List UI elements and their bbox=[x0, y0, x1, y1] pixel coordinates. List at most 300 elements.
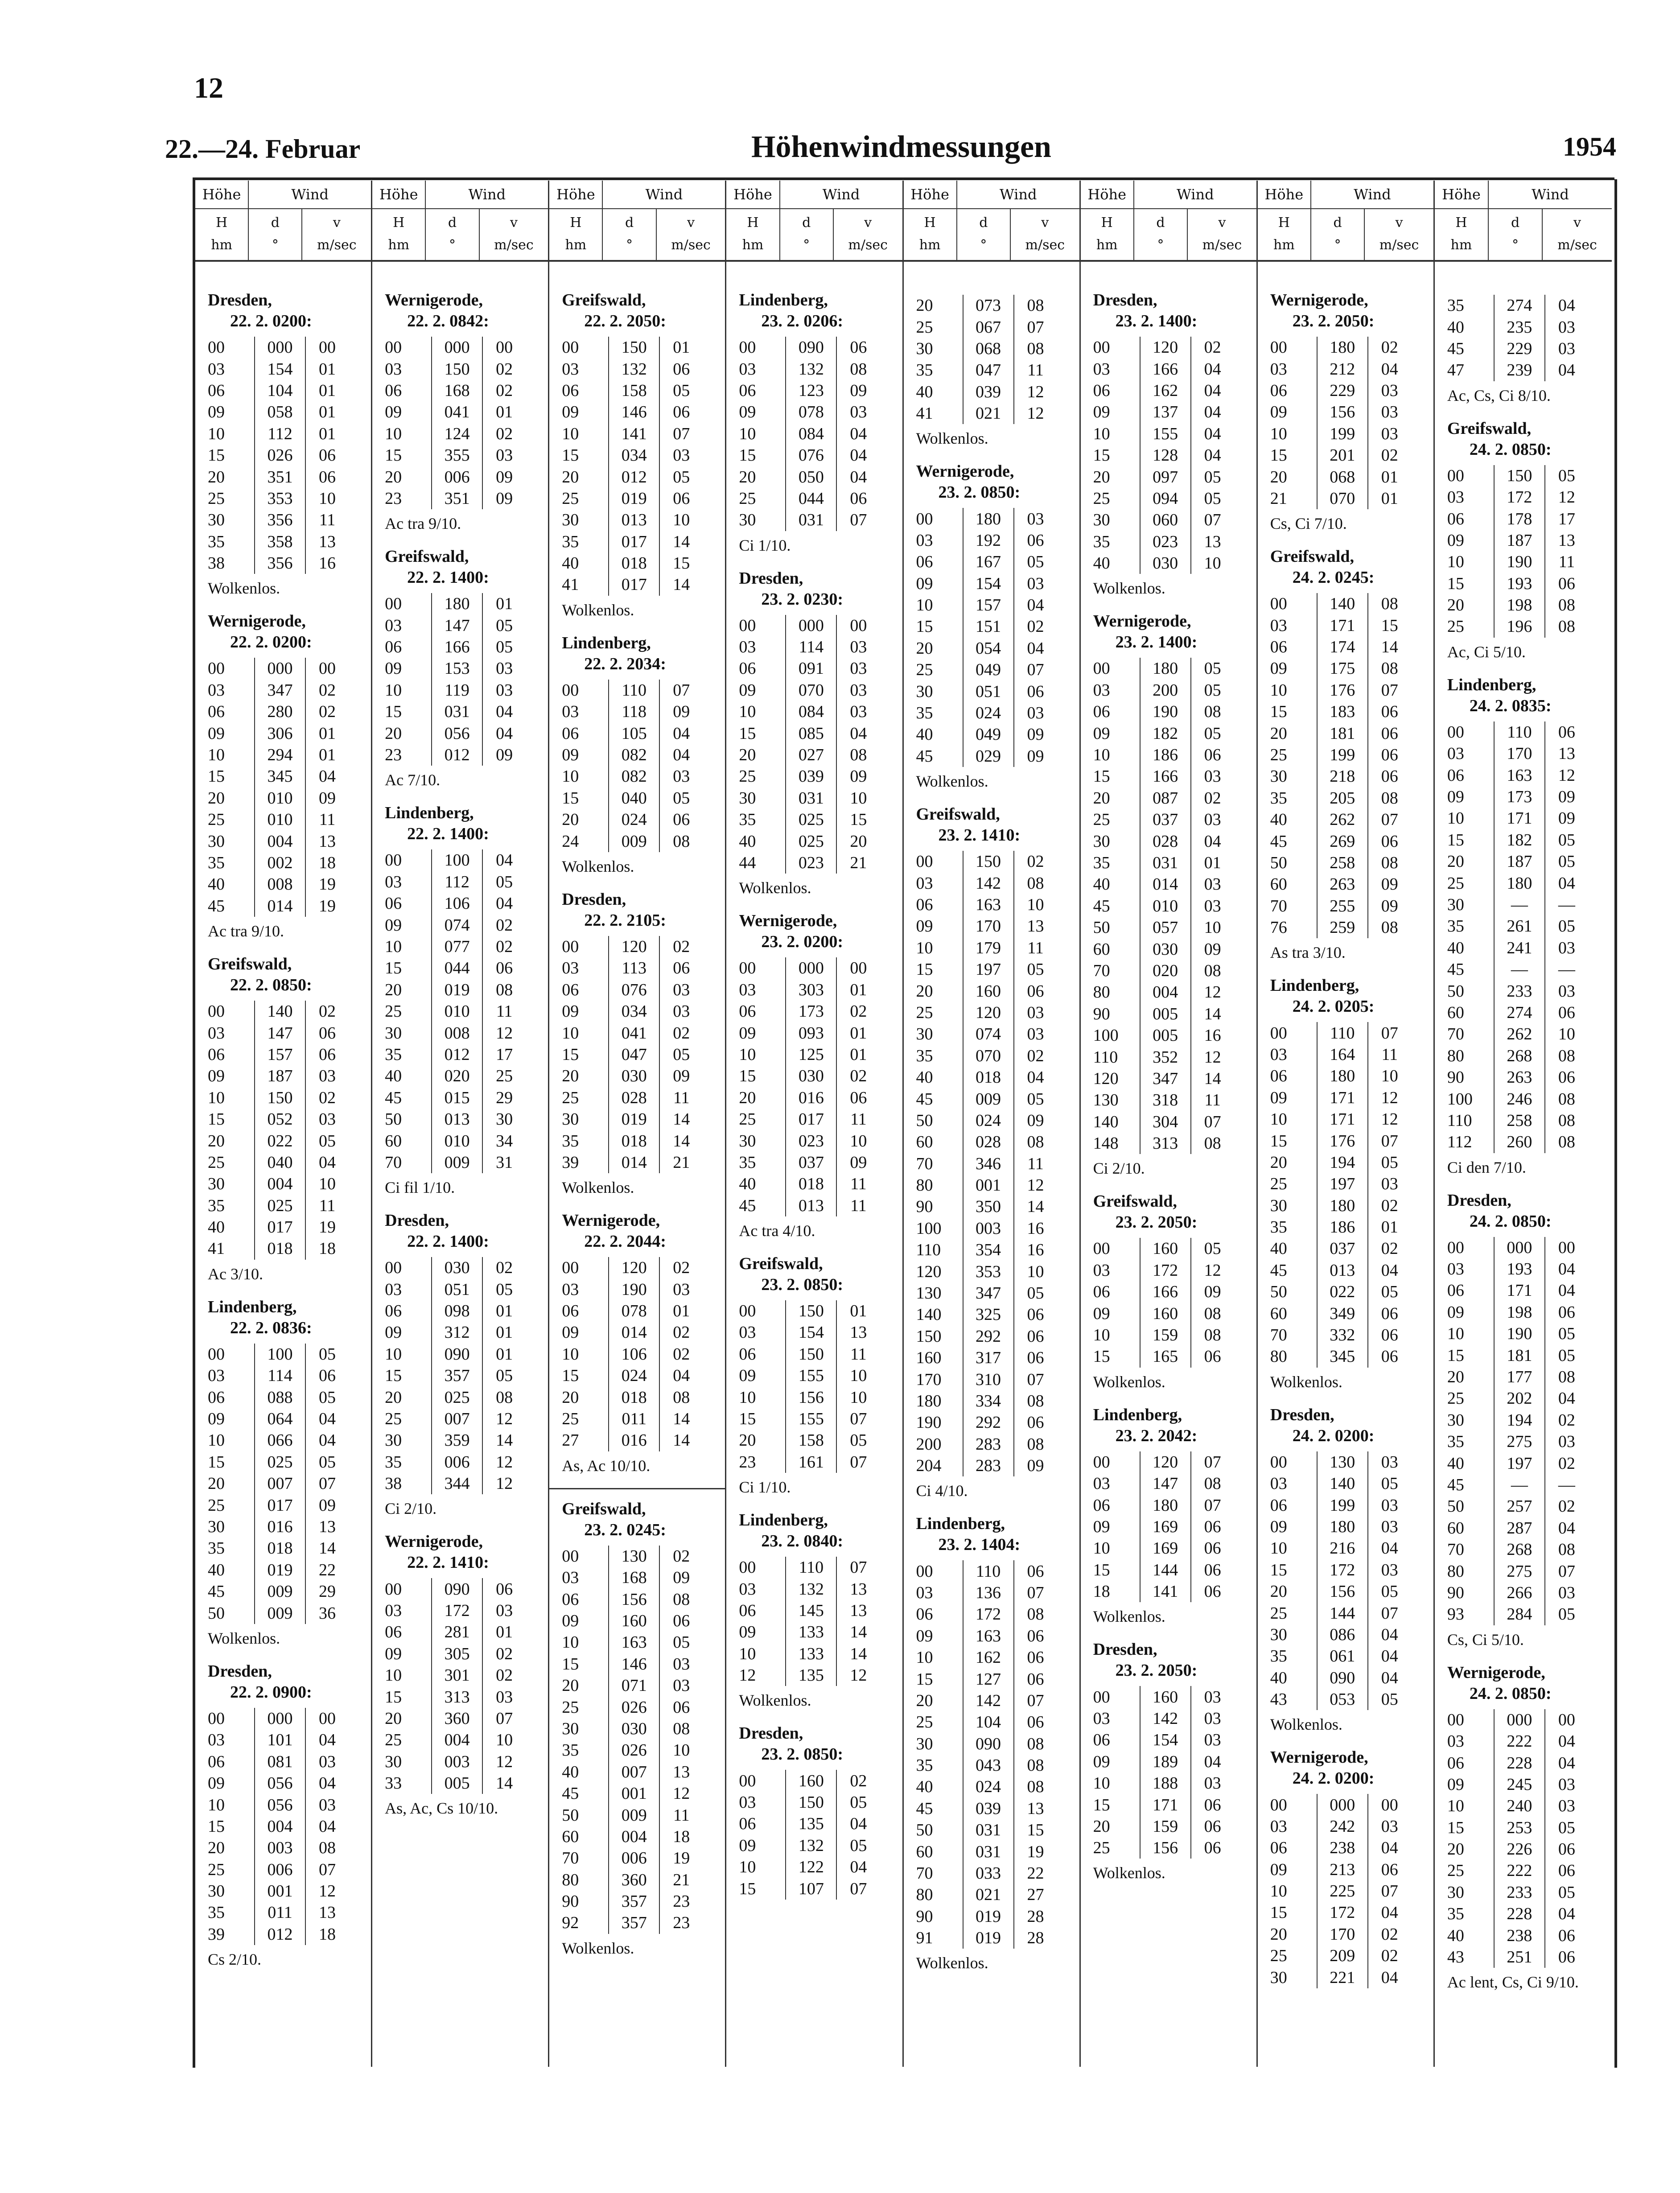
table-row bbox=[385, 1044, 526, 1065]
header-row-2 bbox=[549, 209, 725, 260]
direction-cell: 218 bbox=[1317, 766, 1368, 787]
direction-cell: 047 bbox=[963, 359, 1014, 381]
height-cell: 15 bbox=[208, 767, 225, 786]
header-h: H bbox=[1278, 215, 1290, 231]
observation-time: 24. 2. 0850: bbox=[1469, 440, 1552, 459]
direction-cell: 292 bbox=[963, 1326, 1014, 1347]
direction-cell: 017 bbox=[609, 574, 659, 595]
speed-cell: 08 bbox=[1027, 1391, 1044, 1410]
direction-cell: 031 bbox=[432, 701, 482, 722]
table-row bbox=[385, 1065, 526, 1087]
speed-cell: 07 bbox=[319, 1474, 336, 1493]
direction-cell: 150 bbox=[432, 358, 482, 379]
table-row bbox=[562, 1804, 703, 1826]
height-cell: 15 bbox=[1270, 1560, 1287, 1579]
header-h-unit bbox=[904, 209, 957, 260]
height-cell: 10 bbox=[916, 938, 933, 957]
direction-cell: 334 bbox=[963, 1390, 1014, 1412]
table-row bbox=[385, 1257, 526, 1278]
table-row bbox=[1093, 701, 1234, 722]
height-cell: 10 bbox=[739, 424, 756, 443]
table-row bbox=[1093, 960, 1234, 981]
height-cell: 60 bbox=[1270, 1304, 1287, 1323]
direction-cell: 107 bbox=[786, 1878, 836, 1899]
speed-cell: 07 bbox=[850, 511, 867, 530]
station-name: Greifswald, bbox=[385, 547, 469, 566]
speed-cell: 01 bbox=[496, 594, 513, 614]
header-hm: hm bbox=[1450, 237, 1472, 253]
speed-cell: 06 bbox=[1558, 1840, 1575, 1859]
direction-cell: 135 bbox=[786, 1665, 836, 1686]
direction-cell: 009 bbox=[432, 1152, 482, 1173]
direction-cell: 005 bbox=[432, 1773, 482, 1794]
height-cell: 06 bbox=[385, 381, 402, 400]
height-cell: 09 bbox=[916, 1626, 933, 1645]
table-row bbox=[1270, 636, 1411, 658]
height-cell: 03 bbox=[208, 1731, 225, 1750]
direction-cell: 127 bbox=[963, 1668, 1014, 1690]
direction-cell: 180 bbox=[1317, 1195, 1368, 1216]
speed-cell: 03 bbox=[1027, 704, 1044, 723]
speed-cell: 05 bbox=[1558, 1324, 1575, 1344]
direction-cell: 091 bbox=[786, 658, 836, 679]
table-row bbox=[1093, 445, 1234, 466]
table-row bbox=[385, 1600, 526, 1621]
height-cell: 03 bbox=[385, 1280, 402, 1299]
table-row bbox=[1447, 1925, 1588, 1946]
direction-cell: 313 bbox=[432, 1686, 482, 1707]
direction-cell: 114 bbox=[255, 1365, 305, 1386]
direction-cell: 120 bbox=[1140, 1451, 1191, 1473]
speed-cell: 07 bbox=[1381, 1604, 1398, 1623]
header-hoehe: Höhe bbox=[372, 181, 426, 208]
table-row bbox=[562, 552, 703, 574]
direction-cell: 049 bbox=[963, 724, 1014, 745]
direction-cell: 031 bbox=[963, 1819, 1014, 1841]
height-cell: 20 bbox=[562, 467, 579, 486]
table-row bbox=[1270, 337, 1411, 358]
direction-cell: 166 bbox=[1140, 1281, 1191, 1303]
direction-cell: 030 bbox=[432, 1257, 482, 1278]
station-block bbox=[1447, 418, 1604, 663]
table-row bbox=[562, 1912, 703, 1933]
table-row bbox=[739, 1386, 880, 1408]
direction-cell: 150 bbox=[786, 1792, 836, 1813]
height-cell: 30 bbox=[208, 832, 225, 851]
speed-cell: 03 bbox=[1381, 1817, 1398, 1836]
table-row bbox=[916, 1023, 1057, 1045]
table-row bbox=[208, 680, 349, 701]
observation-time: 23. 2. 2050: bbox=[1115, 1661, 1198, 1680]
height-cell: 00 bbox=[385, 1258, 402, 1278]
table-row bbox=[1447, 743, 1588, 764]
direction-cell: 312 bbox=[432, 1322, 482, 1343]
direction-cell: 178 bbox=[1494, 508, 1545, 529]
height-cell: 35 bbox=[385, 1045, 402, 1064]
height-cell: 06 bbox=[1093, 381, 1110, 400]
table-row bbox=[1447, 1709, 1588, 1731]
speed-cell: 05 bbox=[1204, 680, 1221, 700]
speed-cell: 03 bbox=[850, 403, 867, 422]
direction-cell: 051 bbox=[963, 680, 1014, 702]
height-cell: 09 bbox=[208, 403, 225, 422]
table-row bbox=[385, 1130, 526, 1151]
height-cell: 10 bbox=[1270, 1110, 1287, 1129]
table-row bbox=[1093, 1260, 1234, 1281]
table-row bbox=[562, 830, 703, 852]
header-ms: m/sec bbox=[1379, 237, 1419, 253]
direction-cell: 017 bbox=[609, 531, 659, 552]
speed-cell: 03 bbox=[1558, 1775, 1575, 1794]
table-row bbox=[1093, 680, 1234, 701]
table-row bbox=[1447, 915, 1588, 937]
speed-cell: 12 bbox=[850, 1666, 867, 1685]
speed-cell: 08 bbox=[1027, 339, 1044, 358]
table-row bbox=[1447, 1344, 1588, 1366]
speed-cell: 20 bbox=[850, 832, 867, 851]
speed-cell: 21 bbox=[673, 1153, 690, 1172]
height-cell: 03 bbox=[739, 1793, 756, 1812]
direction-cell: 171 bbox=[1494, 1280, 1545, 1301]
height-cell: 09 bbox=[562, 1611, 579, 1630]
height-cell: 30 bbox=[916, 1734, 933, 1753]
speed-cell: 05 bbox=[319, 1131, 336, 1150]
height-cell: 35 bbox=[208, 1539, 225, 1558]
direction-cell: 200 bbox=[1140, 680, 1191, 701]
direction-cell: 196 bbox=[1494, 616, 1545, 637]
height-cell: 23 bbox=[385, 489, 402, 508]
table-column bbox=[1258, 181, 1435, 2067]
header-hm: hm bbox=[919, 237, 941, 253]
table-row bbox=[916, 1776, 1057, 1797]
height-cell: 10 bbox=[208, 1431, 225, 1450]
speed-cell: 01 bbox=[1381, 467, 1398, 486]
direction-cell: 004 bbox=[255, 830, 305, 852]
direction-cell: 305 bbox=[432, 1643, 482, 1665]
height-cell: 30 bbox=[208, 1882, 225, 1901]
speed-cell: 04 bbox=[496, 851, 513, 870]
table-row bbox=[1270, 658, 1411, 679]
table-row bbox=[1270, 1880, 1411, 1902]
height-cell: 40 bbox=[1270, 810, 1287, 829]
height-cell: 00 bbox=[1270, 1023, 1287, 1043]
speed-cell: 05 bbox=[1204, 724, 1221, 743]
table-row bbox=[1447, 1817, 1588, 1838]
header-v-unit bbox=[302, 209, 371, 260]
station-block bbox=[739, 1253, 894, 1498]
observation-time: 23. 2. 0206: bbox=[761, 312, 844, 330]
speed-cell: 07 bbox=[1204, 511, 1221, 530]
table-row bbox=[208, 1109, 349, 1130]
speed-cell: 03 bbox=[673, 767, 690, 786]
direction-cell: 019 bbox=[963, 1927, 1014, 1949]
direction-cell: 025 bbox=[432, 1386, 482, 1408]
station-block bbox=[1093, 1191, 1248, 1392]
table-row bbox=[208, 830, 349, 852]
direction-cell: 163 bbox=[963, 1625, 1014, 1647]
speed-cell: 04 bbox=[1558, 1281, 1575, 1300]
height-cell: 70 bbox=[916, 1864, 933, 1883]
table-row bbox=[739, 1792, 880, 1813]
table-row bbox=[739, 1044, 880, 1065]
table-row bbox=[562, 957, 703, 979]
height-cell: 10 bbox=[208, 746, 225, 765]
table-row bbox=[916, 1045, 1057, 1067]
speed-cell: 11 bbox=[850, 1175, 867, 1194]
header-row-1 bbox=[1258, 181, 1433, 209]
height-cell: 15 bbox=[1270, 1903, 1287, 1922]
height-cell: 90 bbox=[1093, 1004, 1110, 1023]
speed-cell: 03 bbox=[1204, 1687, 1221, 1707]
table-row bbox=[1270, 852, 1411, 874]
height-cell: 03 bbox=[739, 359, 756, 379]
header-v: v bbox=[1573, 215, 1581, 231]
table-row bbox=[562, 1610, 703, 1632]
header-h: H bbox=[1101, 215, 1113, 231]
table-row bbox=[385, 488, 526, 509]
table-row bbox=[1093, 830, 1234, 852]
direction-cell: 251 bbox=[1494, 1946, 1545, 1968]
direction-cell: 153 bbox=[432, 658, 482, 679]
direction-cell: 157 bbox=[963, 594, 1014, 616]
header-hoehe: Höhe bbox=[1258, 181, 1311, 208]
speed-cell: 05 bbox=[1027, 960, 1044, 979]
speed-cell: 02 bbox=[673, 1344, 690, 1364]
direction-cell: 351 bbox=[255, 466, 305, 487]
speed-cell: 09 bbox=[1204, 1282, 1221, 1302]
height-cell: 40 bbox=[739, 832, 756, 851]
direction-cell: 166 bbox=[432, 636, 482, 658]
speed-cell: 00 bbox=[319, 338, 336, 357]
height-cell: 06 bbox=[916, 552, 933, 572]
station-name: Dresden, bbox=[208, 1661, 272, 1681]
speed-cell: 01 bbox=[850, 1045, 867, 1064]
direction-cell: 176 bbox=[1317, 1130, 1368, 1151]
observation-time: 22. 2. 1410: bbox=[407, 1553, 489, 1572]
direction-cell: 186 bbox=[1140, 744, 1191, 766]
direction-cell: 360 bbox=[609, 1869, 659, 1890]
observation-time: 23. 2. 1410: bbox=[938, 826, 1021, 845]
direction-cell: 357 bbox=[432, 1365, 482, 1386]
height-cell: 70 bbox=[562, 1849, 579, 1868]
direction-cell: 292 bbox=[963, 1412, 1014, 1433]
observation-table bbox=[208, 337, 349, 574]
direction-cell: 040 bbox=[609, 787, 659, 809]
direction-cell: 176 bbox=[1317, 680, 1368, 701]
height-cell: 09 bbox=[739, 1023, 756, 1043]
height-cell: 15 bbox=[1447, 1346, 1464, 1365]
table-row bbox=[1093, 787, 1234, 809]
station-block bbox=[739, 1723, 894, 1899]
table-row bbox=[1447, 1838, 1588, 1860]
height-cell: 41 bbox=[916, 404, 933, 423]
direction-cell: 197 bbox=[963, 959, 1014, 980]
table-row bbox=[1093, 744, 1234, 766]
header-wind: Wind bbox=[1354, 186, 1391, 203]
direction-cell: 090 bbox=[963, 1733, 1014, 1754]
station-name: Lindenberg, bbox=[916, 1514, 1005, 1533]
speed-cell: 03 bbox=[1204, 1774, 1221, 1793]
table-row bbox=[562, 766, 703, 787]
speed-cell: 14 bbox=[1204, 1069, 1221, 1088]
speed-cell: 08 bbox=[1204, 961, 1221, 980]
cloud-note: Ac lent, Cs, Ci 9/10. bbox=[1447, 1973, 1579, 1991]
cloud-note: As, Ac 10/10. bbox=[562, 1456, 651, 1475]
speed-cell: 06 bbox=[1558, 1068, 1575, 1087]
height-cell: 03 bbox=[1270, 616, 1287, 635]
table-row bbox=[385, 658, 526, 679]
direction-cell: 053 bbox=[1317, 1689, 1368, 1710]
table-row bbox=[739, 979, 880, 1001]
table-row bbox=[1270, 488, 1411, 509]
height-cell: 06 bbox=[1447, 509, 1464, 528]
height-cell: 10 bbox=[1447, 1797, 1464, 1816]
speed-cell: 01 bbox=[319, 424, 336, 443]
height-cell: 40 bbox=[916, 1068, 933, 1087]
table-row bbox=[208, 423, 349, 445]
table-row bbox=[916, 594, 1057, 616]
height-cell: 09 bbox=[385, 915, 402, 935]
speed-cell: 00 bbox=[319, 659, 336, 678]
direction-cell: 180 bbox=[1494, 872, 1545, 894]
height-cell: 10 bbox=[1093, 746, 1110, 765]
direction-cell: 356 bbox=[255, 509, 305, 531]
direction-cell: 006 bbox=[432, 1451, 482, 1473]
observation-table bbox=[916, 1560, 1057, 1949]
table-row bbox=[1447, 1752, 1588, 1773]
speed-cell: 03 bbox=[1204, 896, 1221, 915]
height-cell: 09 bbox=[1093, 1304, 1110, 1323]
speed-cell: 07 bbox=[1381, 810, 1398, 829]
height-cell: 09 bbox=[1093, 1517, 1110, 1536]
table-column bbox=[549, 181, 726, 2067]
speed-cell: 11 bbox=[1558, 552, 1575, 572]
direction-cell: 000 bbox=[255, 1708, 305, 1729]
direction-cell: 150 bbox=[786, 1344, 836, 1365]
speed-cell: 05 bbox=[1558, 1883, 1575, 1902]
column-header bbox=[195, 181, 371, 262]
speed-cell: 03 bbox=[1558, 938, 1575, 957]
direction-cell: 009 bbox=[609, 1804, 659, 1826]
direction-cell: 033 bbox=[963, 1863, 1014, 1884]
station-block bbox=[208, 1661, 363, 1970]
table-row bbox=[208, 1924, 349, 1945]
height-cell: 09 bbox=[739, 680, 756, 700]
station-block bbox=[1270, 546, 1425, 963]
height-cell: 100 bbox=[916, 1219, 942, 1238]
height-cell: 35 bbox=[1447, 296, 1464, 315]
direction-cell: 169 bbox=[1140, 1538, 1191, 1559]
speed-cell: 06 bbox=[1027, 981, 1044, 1001]
speed-cell: 10 bbox=[1204, 918, 1221, 937]
height-cell: 60 bbox=[385, 1131, 402, 1150]
table-row bbox=[385, 1279, 526, 1300]
header-h: H bbox=[747, 215, 759, 231]
direction-cell: 056 bbox=[255, 1773, 305, 1794]
speed-cell: 01 bbox=[319, 724, 336, 743]
height-cell: 03 bbox=[916, 531, 933, 550]
height-cell: 20 bbox=[1447, 1840, 1464, 1859]
height-cell: 20 bbox=[385, 1709, 402, 1728]
direction-cell: 082 bbox=[609, 744, 659, 766]
table-row bbox=[1093, 809, 1234, 830]
direction-cell: 031 bbox=[786, 509, 836, 531]
speed-cell: 08 bbox=[673, 1719, 690, 1738]
height-cell: 06 bbox=[739, 1601, 756, 1620]
direction-cell: 228 bbox=[1494, 1752, 1545, 1773]
direction-cell: 118 bbox=[609, 701, 659, 722]
table-row bbox=[562, 1632, 703, 1653]
height-cell: 45 bbox=[1270, 1261, 1287, 1280]
height-cell: 33 bbox=[385, 1774, 402, 1793]
station-name: Wernigerode, bbox=[1270, 1748, 1368, 1767]
direction-cell: 261 bbox=[1494, 915, 1545, 937]
direction-cell: 020 bbox=[1140, 960, 1191, 981]
header-hoehe: Höhe bbox=[1435, 181, 1489, 208]
direction-cell: 031 bbox=[963, 1841, 1014, 1862]
height-cell: 20 bbox=[208, 1838, 225, 1858]
direction-cell: 064 bbox=[255, 1408, 305, 1430]
direction-cell: 029 bbox=[963, 746, 1014, 767]
speed-cell: — bbox=[1558, 960, 1575, 979]
speed-cell: 14 bbox=[319, 1539, 336, 1558]
speed-cell: 01 bbox=[673, 1302, 690, 1321]
observation-time: 22. 2. 2105: bbox=[584, 911, 666, 930]
table-row bbox=[562, 1322, 703, 1343]
table-row bbox=[208, 1581, 349, 1602]
height-cell: 50 bbox=[1270, 1282, 1287, 1302]
speed-cell: 31 bbox=[496, 1153, 513, 1172]
table-row bbox=[1447, 616, 1588, 637]
height-cell: 00 bbox=[916, 1562, 933, 1581]
header-row-2 bbox=[1081, 209, 1256, 260]
speed-cell: 02 bbox=[1027, 852, 1044, 871]
direction-cell: 318 bbox=[1140, 1089, 1191, 1111]
height-cell: 20 bbox=[916, 296, 933, 315]
height-cell: 10 bbox=[1270, 1539, 1287, 1558]
observation-table bbox=[1093, 337, 1234, 574]
observation-table bbox=[562, 1546, 703, 1934]
speed-cell: 05 bbox=[496, 616, 513, 635]
table-row bbox=[916, 1625, 1057, 1647]
table-row bbox=[562, 1109, 703, 1130]
direction-cell: 156 bbox=[786, 1386, 836, 1408]
table-row bbox=[208, 1152, 349, 1173]
height-cell: 09 bbox=[1093, 403, 1110, 422]
speed-cell: 03 bbox=[850, 702, 867, 721]
speed-cell: 06 bbox=[1381, 724, 1398, 743]
height-cell: 80 bbox=[1093, 983, 1110, 1002]
table-row bbox=[562, 809, 703, 830]
speed-cell: 11 bbox=[1027, 361, 1044, 380]
height-cell: 35 bbox=[916, 1756, 933, 1775]
header-v-unit bbox=[1543, 209, 1612, 260]
header-row-1 bbox=[195, 181, 371, 209]
height-cell: 30 bbox=[208, 1175, 225, 1194]
table-row bbox=[916, 1347, 1057, 1369]
table-row bbox=[562, 1761, 703, 1783]
speed-cell: 00 bbox=[850, 616, 867, 635]
station-block bbox=[208, 1296, 363, 1649]
observation-table bbox=[1270, 1794, 1411, 1988]
direction-cell: 171 bbox=[1317, 1087, 1368, 1109]
speed-cell: 09 bbox=[1027, 1456, 1044, 1476]
direction-cell: 056 bbox=[255, 1794, 305, 1815]
table-row bbox=[916, 1088, 1057, 1109]
speed-cell: 06 bbox=[1204, 1347, 1221, 1366]
direction-cell: 180 bbox=[1140, 658, 1191, 679]
header-h-unit bbox=[1081, 209, 1134, 260]
